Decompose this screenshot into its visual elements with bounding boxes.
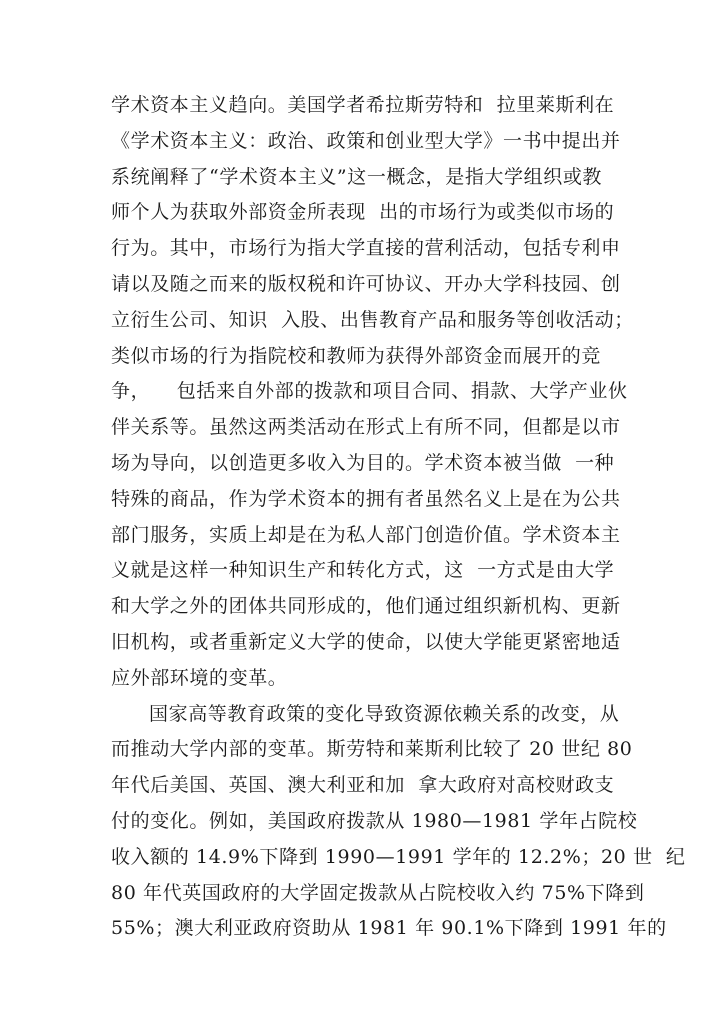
text-line: 行为。其中，市场行为指大学直接的营利活动，包括专利申 (111, 237, 621, 260)
text-line: 80 年代英国政府的大学固定拨款从占院校收入约 75%下降到 (111, 881, 645, 904)
text-line: 争， 包括来自外部的拨款和项目合同、捐款、大学产业伙 (111, 380, 628, 403)
paragraph-1 (111, 88, 634, 697)
text-line: 系统阐释了“学术资本主义”这一概念，是指大学组织或教 (111, 165, 603, 188)
text-line: 请以及随之而来的版权税和许可协议、开办大学科技园、创 (111, 272, 621, 295)
text-line: 学术资本主义趋向。美国学者希拉斯劳特和 拉里莱斯利在 (111, 94, 615, 116)
text-line: 付的变化。例如，美国政府拨款从 1980—1981 学年占院校 (111, 809, 638, 832)
text-line: 和大学之外的团体共同形成的，他们通过组织新机构、更新 (111, 595, 621, 618)
paragraph-2 (111, 697, 686, 948)
text-line: 55%；澳大利亚政府资助从 1981 年 90.1%下降到 1991 年的 (111, 917, 667, 940)
text-line: 场为导向，以创造更多收入为目的。学术资本被当做 一种 (111, 451, 615, 474)
text-line: 《学术资本主义：政治、政策和创业型大学》一书中提出并 (111, 129, 621, 152)
text-line: 年代后美国、英国、澳大利亚和加 拿大政府对高校财政支 (111, 774, 615, 797)
text-line: 而推动大学内部的变革。斯劳特和莱斯利比较了 20 世纪 80 (111, 738, 633, 761)
text-line: 立衍生公司、知识 入股、出售教育产品和服务等创收活动； (111, 308, 634, 331)
text-line: 旧机构，或者重新定义大学的使命，以使大学能更紧密地适 (111, 630, 621, 653)
text-line: 师个人为获取外部资金所表现 出的市场行为或类似市场的 (111, 201, 615, 224)
text-line: 收入额的 14.9%下降到 1990—1991 学年的 12.2%；20 世 纪 (111, 845, 686, 868)
text-line: 伴关系等。虽然这两类活动在形式上有所不同，但都是以市 (111, 416, 621, 439)
body-text (111, 88, 686, 947)
text-line: 类似市场的行为指院校和教师为获得外部资金而展开的竞 (111, 344, 602, 367)
text-line-indented: 国家高等教育政策的变化导致资源依赖关系的改变，从 (149, 702, 620, 725)
text-line: 部门服务，实质上却是在为私人部门创造价值。学术资本主 (111, 523, 621, 546)
text-line: 特殊的商品，作为学术资本的拥有者虽然名义上是在为公共 (111, 487, 621, 510)
text-line: 义就是这样一种知识生产和转化方式，这 一方式是由大学 (111, 559, 615, 582)
text-line: 应外部环境的变革。 (111, 666, 288, 689)
